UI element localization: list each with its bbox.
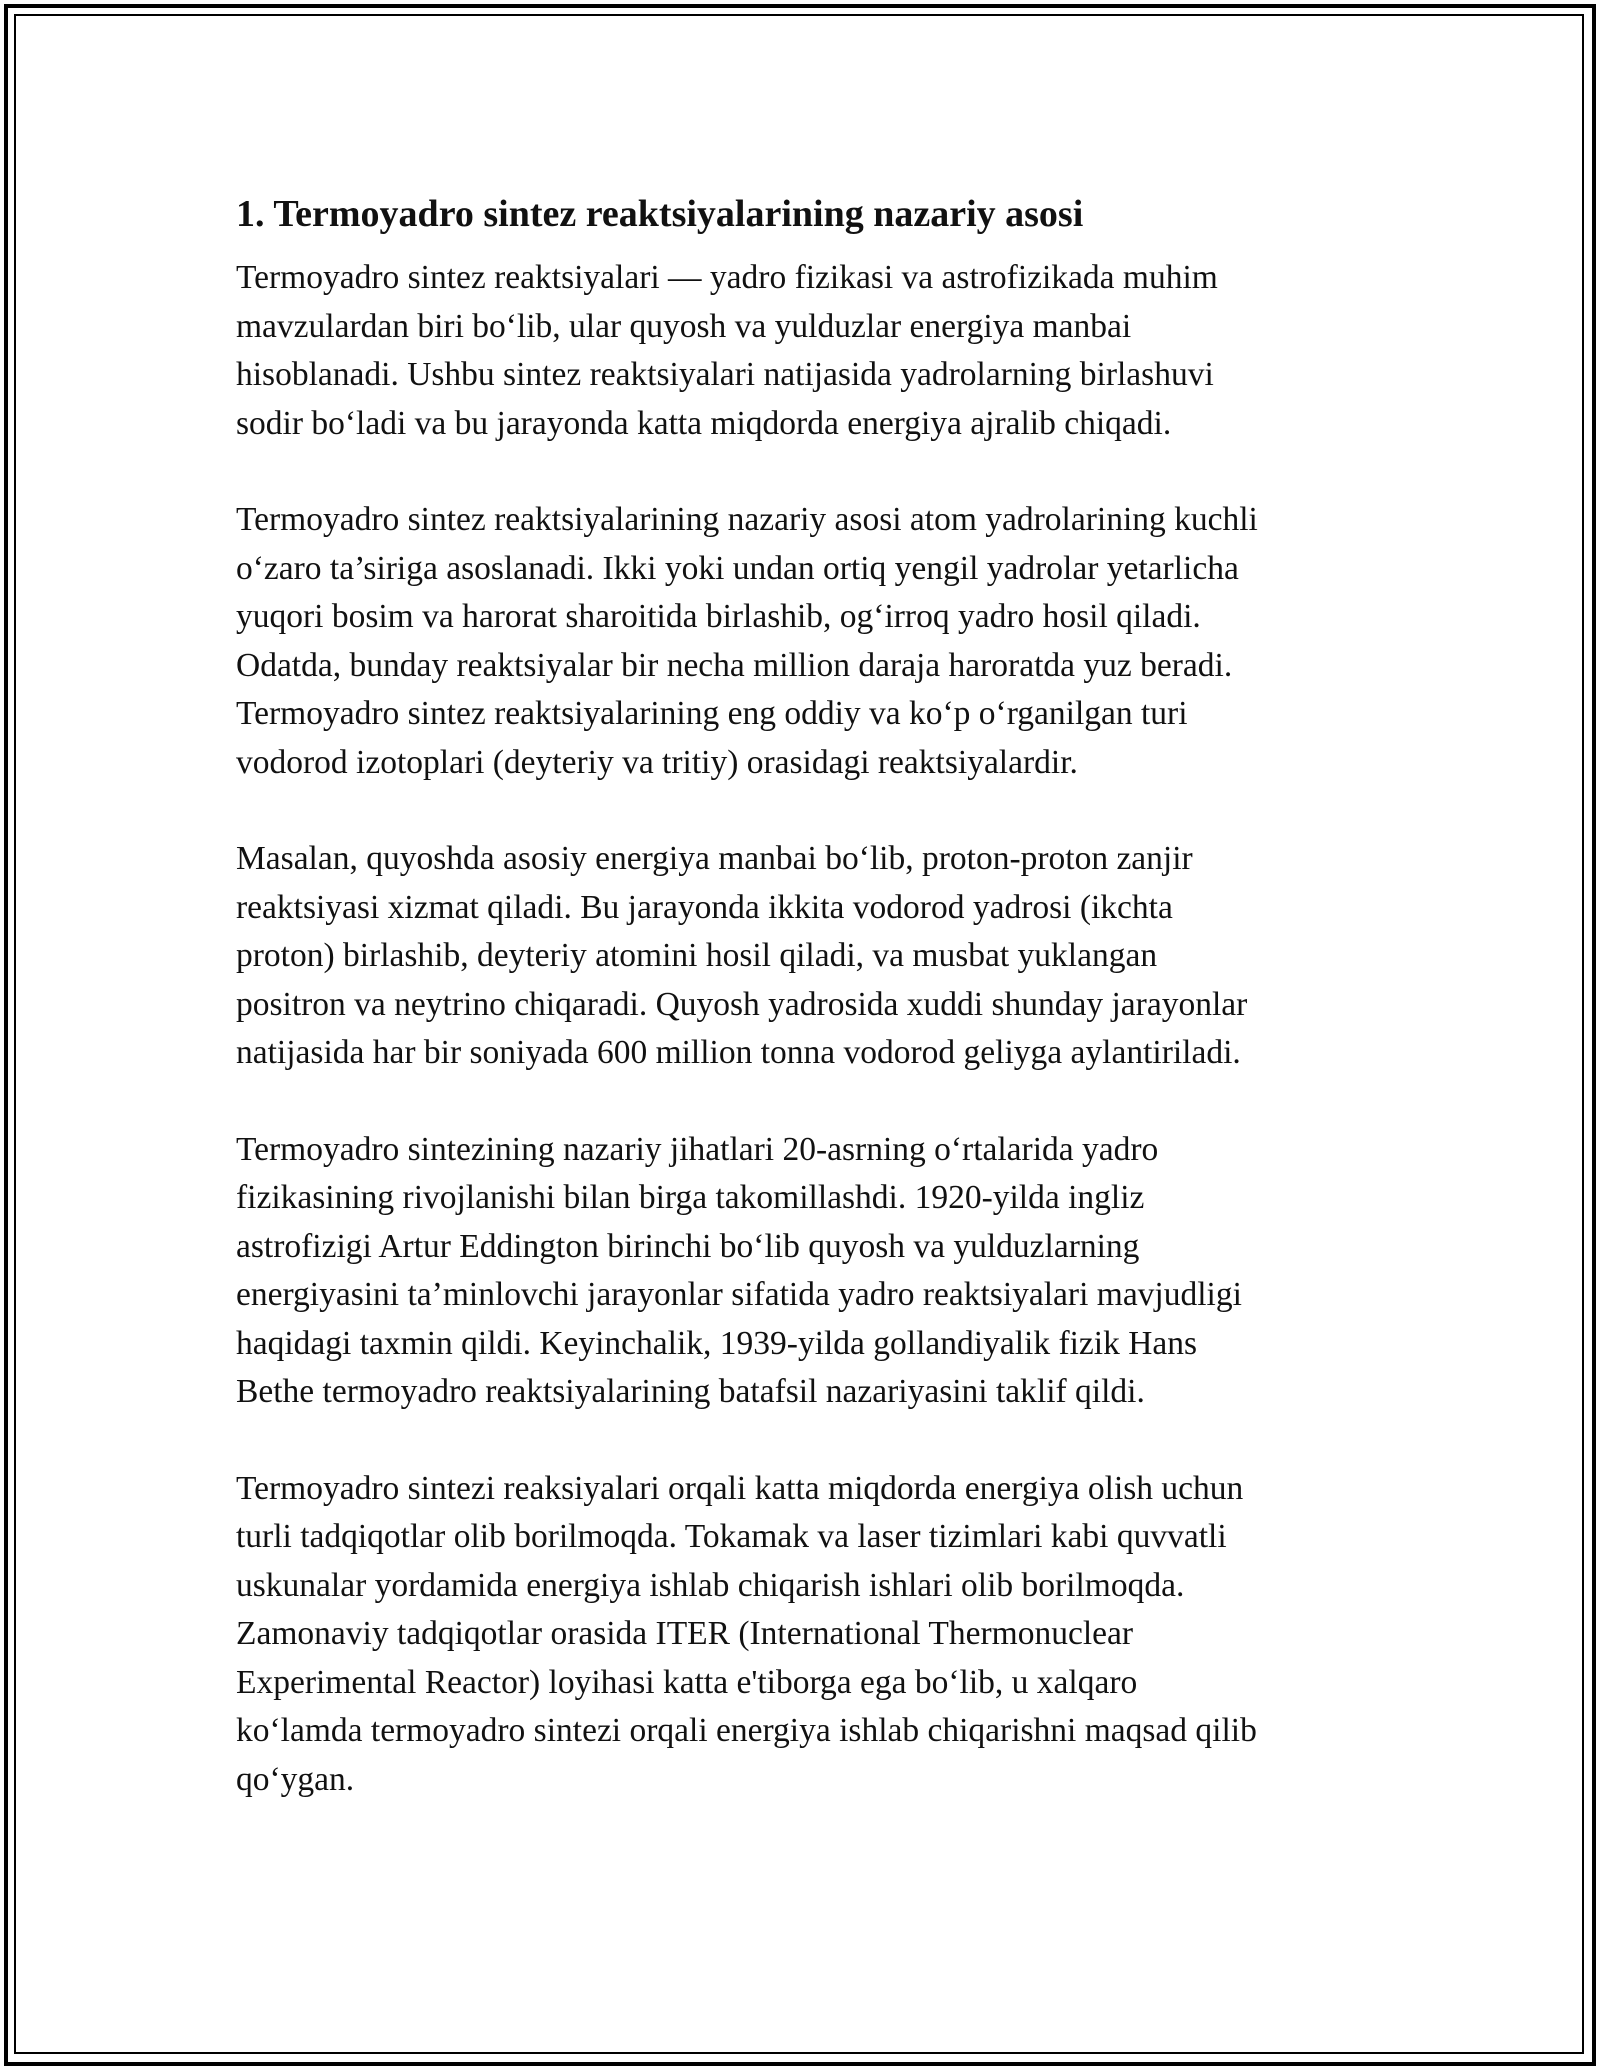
paragraph-line: reaktsiyasi xizmat qiladi. Bu jarayonda ikkita vodorod yadrosi (ikchta (236, 888, 1173, 926)
paragraph-line: Odatda, bunday reaktsiyalar bir necha million daraja haroratda yuz beradi. (236, 646, 1233, 684)
paragraph-line: Termoyadro sintez reaktsiyalarining eng oddiy va ko‘p o‘rganilgan turi (236, 695, 1188, 732)
paragraph-line: qo‘ygan. (236, 1760, 355, 1798)
paragraph-line: mavzulardan biri bo‘lib, ular quyosh va yulduzlar energiya manbai (236, 307, 1132, 345)
paragraph-line: Bethe termoyadro reaktsiyalarining batafsil nazariyasini taklif qildi. (236, 1373, 1145, 1410)
paragraph-line: Termoyadro sintez reaktsiyalarining nazariy asosi atom yadrolarining kuchli (236, 501, 1258, 538)
paragraph-5 (236, 1465, 1366, 1805)
paragraph-line: haqidagi taxmin qildi. Keyinchalik, 1939-yilda gollandiyalik fizik Hans (236, 1324, 1198, 1362)
paragraph-line: Masalan, quyoshda asosiy energiya manbai bo‘lib, proton-proton zanjir (236, 840, 1193, 877)
paragraph-line: Termoyadro sintez reaktsiyalari — yadro fizikasi va astrofizikada muhim (236, 259, 1218, 296)
paragraph-2 (236, 496, 1366, 787)
paragraph-line: energiyasini ta’minlovchi jarayonlar sifatida yadro reaktsiyalari mavjudligi (236, 1276, 1242, 1313)
paragraph-line: yuqori bosim va harorat sharoitida birlashib, og‘irroq yadro hosil qiladi. (236, 598, 1201, 635)
paragraph-line: o‘zaro ta’siriga asoslanadi. Ikki yoki undan ortiq yengil yadrolar yetarlicha (236, 549, 1239, 587)
paragraph-line: uskunalar yordamida energiya ishlab chiqarish ishlari olib borilmoqda. (236, 1566, 1185, 1604)
paragraph-line: turli tadqiqotlar olib borilmoqda. Tokamak va laser tizimlari kabi quvvatli (236, 1518, 1227, 1555)
paragraph-line: fizikasining rivojlanishi bilan birga takomillashdi. 1920-yilda ingliz (236, 1179, 1145, 1216)
paragraph-1 (236, 254, 1366, 448)
paragraph-4 (236, 1126, 1366, 1417)
paragraph-line: Experimental Reactor) loyihasi katta e'tiborga ega bo‘lib, u xalqaro (236, 1663, 1138, 1701)
paragraph-line: sodir bo‘ladi va bu jarayonda katta miqdorda energiya ajralib chiqadi. (236, 404, 1172, 442)
paragraph-line: natijasida har bir soniyada 600 million tonna vodorod geliyga aylantiriladi. (236, 1034, 1241, 1071)
paragraph-line: Termoyadro sintezining nazariy jihatlari 20-asrning o‘rtalarida yadro (236, 1130, 1159, 1168)
document-body (236, 188, 1366, 1852)
paragraph-line: Zamonaviy tadqiqotlar orasida ITER (International Thermonuclear (236, 1615, 1134, 1652)
paragraph-3 (236, 835, 1366, 1078)
paragraph-line: hisoblanadi. Ushbu sintez reaktsiyalari natijasida yadrolarning birlashuvi (236, 356, 1214, 393)
paragraph-line: vodorod izotoplari (deyteriy va tritiy) orasidagi reaktsiyalardir. (236, 743, 1078, 781)
paragraph-line: ko‘lamda termoyadro sintezi orqali energiya ishlab chiqarishni maqsad qilib (236, 1712, 1257, 1749)
paragraph-line: proton) birlashib, deyteriy atomini hosil qiladi, va musbat yuklangan (236, 937, 1158, 974)
paragraph-line: positron va neytrino chiqaradi. Quyosh yadrosida xuddi shunday jarayonlar (236, 985, 1248, 1023)
paragraph-line: Termoyadro sintezi reaksiyalari orqali katta miqdorda energiya olish uchun (236, 1469, 1244, 1507)
section-heading: 1. Termoyadro sintez reaktsiyalarining nazariy asosi (236, 193, 1084, 235)
paragraph-list (236, 254, 1366, 1804)
paragraph-line: astrofizigi Artur Eddington birinchi bo‘lib quyosh va yulduzlarning (236, 1227, 1140, 1265)
